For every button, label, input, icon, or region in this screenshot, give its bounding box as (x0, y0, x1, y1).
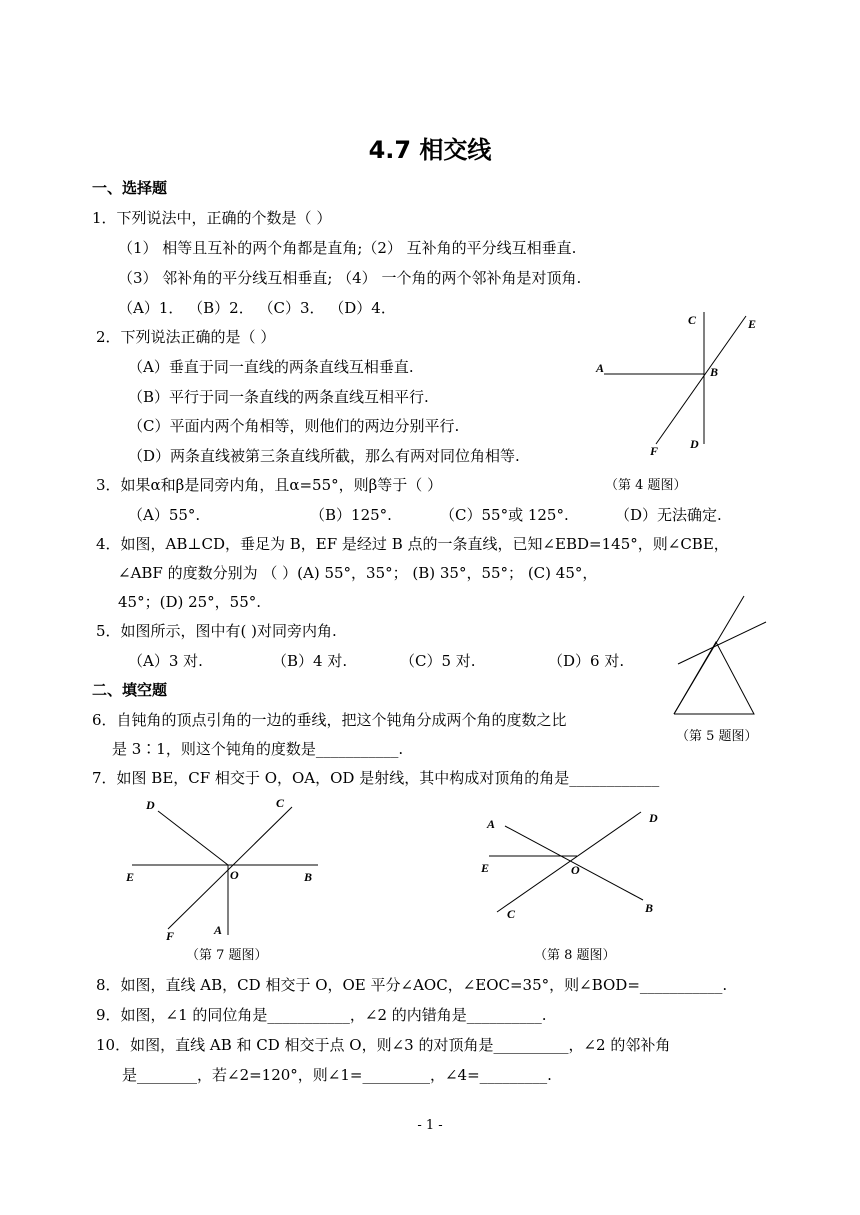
question-3-option-a: （A）55°. (128, 506, 201, 524)
figure-4-caption: （第 4 题图） (605, 478, 687, 493)
fig7-label-d: D (146, 798, 155, 812)
question-3-option-c: （C）55°或 125°. (440, 506, 569, 524)
question-2: 2．下列说法正确的是（ ） (96, 328, 276, 346)
question-1-line-1: （1） 相等且互补的两个角都是直角;（2） 互补角的平分线互相垂直. (118, 239, 577, 257)
question-7: 7．如图 BE，CF 相交于 O，OA，OD 是射线，其中构成对顶角的角是____________ (92, 769, 660, 787)
question-8: 8．如图，直线 AB，CD 相交于 O，OE 平分∠AOC，∠EOC=35°，则∠BOD=___________. (96, 976, 728, 994)
fig4-label-c: C (688, 313, 697, 327)
fig8-label-a: A (487, 817, 496, 831)
question-10: 10．如图，直线 AB 和 CD 相交于点 O，则∠3 的对顶角是__________，∠2 的邻补角 (96, 1036, 671, 1054)
page-title: 4.7 相交线 (368, 136, 492, 164)
fig8-label-b: B (645, 901, 654, 915)
fig4-label-e: E (748, 317, 757, 331)
question-1-options: （A）1． （B）2． （C）3． （D）4． (118, 299, 396, 317)
section-fill: 二、填空题 (92, 681, 168, 699)
fig7-label-c: C (276, 796, 285, 810)
question-3: 3．如果α和β是同旁内角，且α=55°，则β等于（ ） (96, 476, 443, 494)
question-9: 9．如图，∠1 的同位角是___________，∠2 的内错角是__________. (96, 1006, 547, 1024)
section-choice: 一、选择题 (92, 179, 168, 197)
figure-7 (120, 795, 335, 945)
fig8-label-o: O (571, 863, 580, 877)
fig7-label-f: F (166, 929, 175, 943)
figure-5 (670, 590, 780, 720)
question-4: 4．如图，AB⊥CD，垂足为 B，EF 是经过 B 点的一条直线，已知∠EBD=145°，则∠CBE， (96, 535, 729, 553)
question-5-option-c: （C）5 对. (400, 652, 476, 670)
fig8-label-c: C (507, 907, 516, 921)
question-5: 5．如图所示，图中有( )对同旁内角. (96, 622, 337, 640)
question-5-option-d: （D）6 对. (548, 652, 625, 670)
question-2-option-b: （B）平行于同一条直线的两条直线互相平行. (128, 388, 429, 406)
question-6-line-1: 是 3∶1，则这个钝角的度数是___________. (112, 740, 404, 758)
figure-4 (590, 310, 770, 460)
fig4-label-b: B (710, 365, 719, 379)
fig7-label-e: E (126, 870, 135, 884)
fig4-label-a: A (596, 361, 605, 375)
fig7-label-a: A (214, 923, 223, 937)
page-number: - 1 - (417, 1118, 443, 1133)
figure-8-caption: （第 8 题图） (534, 948, 616, 963)
question-2-option-a: （A）垂直于同一直线的两条直线互相垂直. (128, 358, 414, 376)
figure-8 (475, 800, 690, 925)
question-4-line-2: 45°；(D) 25°，55°. (118, 593, 262, 611)
fig8-label-e: E (481, 861, 490, 875)
question-6: 6．自钝角的顶点引角的一边的垂线，把这个钝角分成两个角的度数之比 (92, 711, 567, 729)
question-2-option-c: （C）平面内两个角相等，则他们的两边分别平行. (128, 417, 460, 435)
question-3-option-b: （B）125°. (310, 506, 392, 524)
figure-7-caption: （第 7 题图） (186, 948, 268, 963)
question-4-line-1: ∠ABF 的度数分别为 （ ）(A) 55°，35°； (B) 35°，55°； (C) 45°， (118, 564, 598, 582)
question-2-option-d: （D）两条直线被第三条直线所截，那么有两对同位角相等. (128, 447, 520, 465)
question-1-line-2: （3） 邻补角的平分线互相垂直; （4） 一个角的两个邻补角是对顶角. (118, 269, 582, 287)
question-3-option-d: （D）无法确定. (615, 506, 722, 524)
fig7-label-b: B (304, 870, 313, 884)
question-10-line-1: 是________，若∠2=120°，则∠1=_________，∠4=_________. (122, 1066, 552, 1084)
fig4-label-f: F (650, 444, 659, 458)
figure-5-caption: （第 5 题图） (676, 729, 758, 744)
question-5-option-a: （A）3 对. (128, 652, 203, 670)
question-5-option-b: （B）4 对. (272, 652, 348, 670)
fig7-label-o: O (230, 868, 239, 882)
fig8-label-d: D (649, 811, 658, 825)
question-1: 1．下列说法中，正确的个数是（ ） (92, 209, 332, 227)
fig4-label-d: D (690, 437, 699, 451)
